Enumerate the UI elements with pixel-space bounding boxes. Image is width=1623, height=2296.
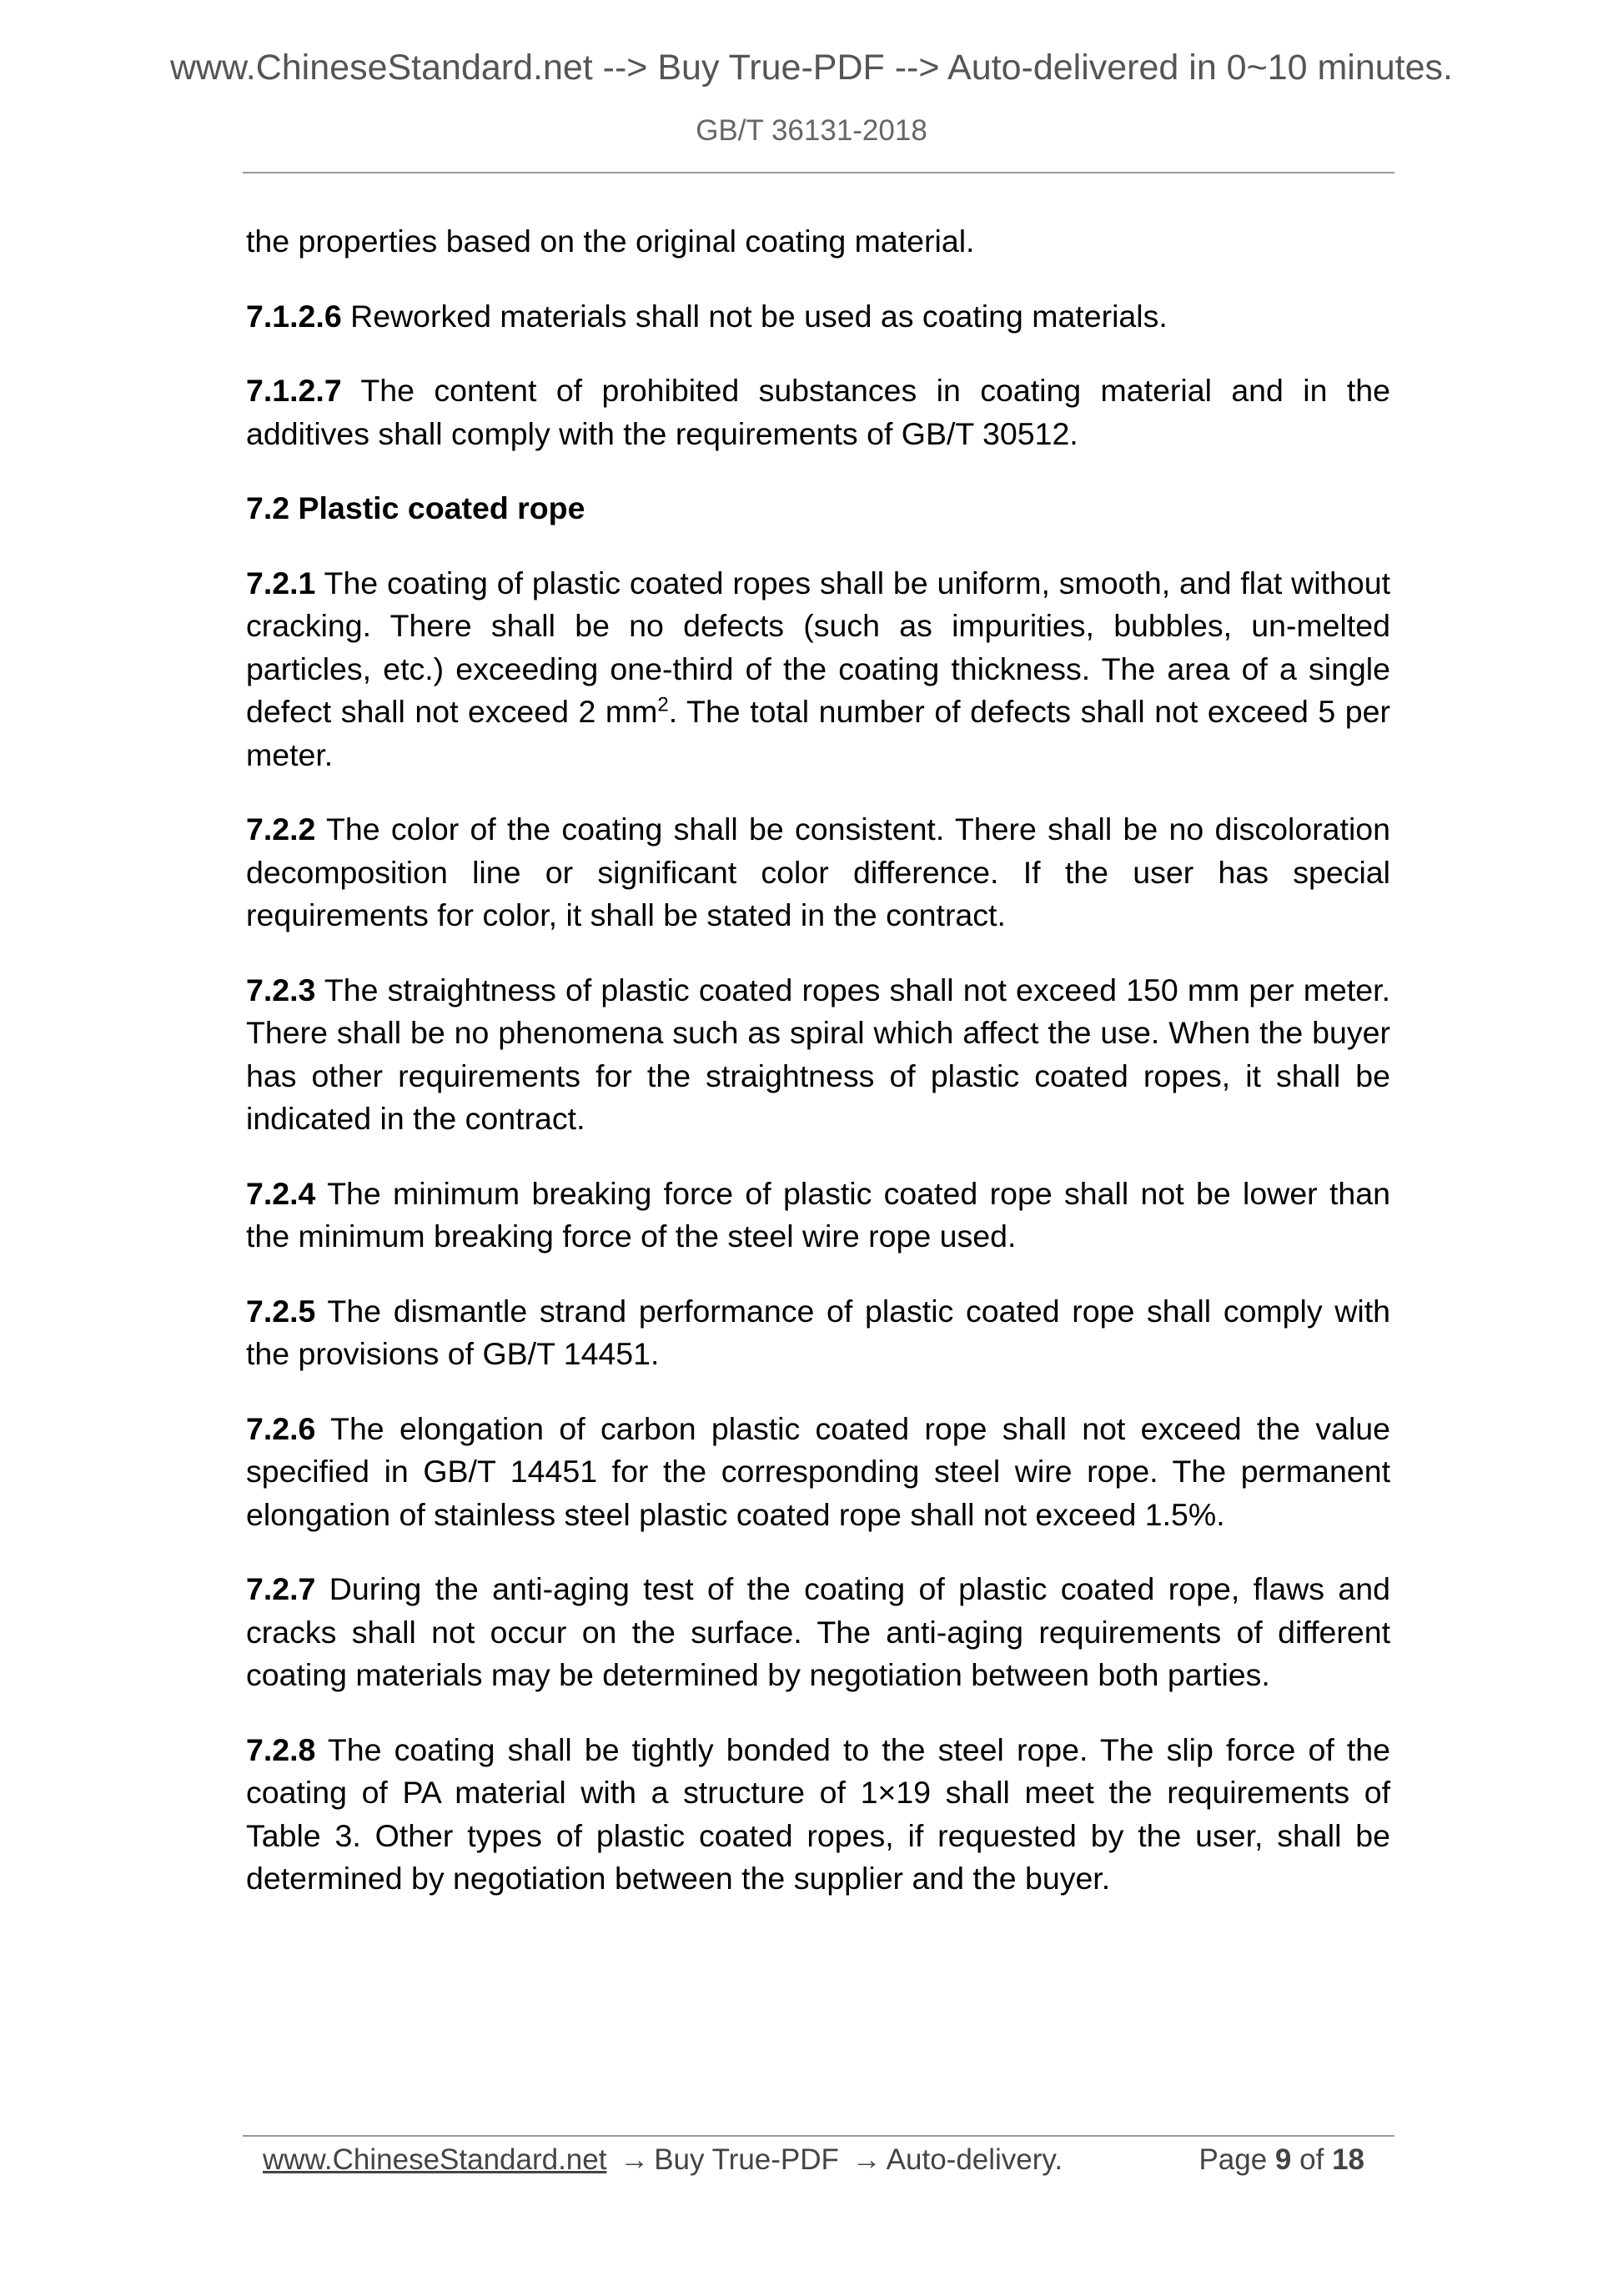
clause-text: The coating of plastic coated ropes shall be uniform, smooth, and flat without cracking. There shall be no defects (such as impurities, bubbles, un-melted particles, etc.) exceeding one-third of the coating thickness. The area of a single defect shall not exceed 2 mm xyxy=(246,565,1390,729)
clause-text: The dismantle strand performance of plastic coated rope shall comply with the provisions of GB/T 14451. xyxy=(246,1293,1390,1371)
clause-7-2-1 xyxy=(246,562,1390,777)
page-number: 9 xyxy=(1274,2143,1292,2176)
clause-text: The coating shall be tightly bonded to the steel rope. The slip force of the coating of PA material with a structure of 1×19 shall meet the requirements of Table 3. Other types of plastic coated ropes, if requested by the user, shall be determined by negotiation between the supplier and the buyer. xyxy=(246,1731,1390,1896)
of-label: of xyxy=(1299,2143,1324,2176)
page-label: Page xyxy=(1198,2143,1268,2176)
clause-7-2-4 xyxy=(246,1173,1390,1259)
footer-links xyxy=(263,2143,1063,2177)
clause-text: The straightness of plastic coated ropes shall not exceed 150 mm per meter. There shall be no phenomena such as spiral which affect the use. When the buyer has other requirements for the straightness of plastic coated ropes, it shall be indicated in the contract. xyxy=(246,972,1390,1136)
clause-7-2-3 xyxy=(246,969,1390,1141)
clause-text: Reworked materials shall not be used as coating materials. xyxy=(341,298,1168,334)
clause-7-1-2-7 xyxy=(246,369,1390,455)
clause-7-2-6 xyxy=(246,1408,1390,1537)
clause-text-tail: . The total number of defects shall not exceed 5 per meter. xyxy=(246,694,1390,772)
clause-number: 7.2.3 xyxy=(246,972,316,1007)
header-banner: www.ChineseStandard.net --> Buy True-PDF --> Auto-delivered in 0~10 minutes. xyxy=(169,48,1453,88)
arrow-right-icon: → xyxy=(852,2143,882,2176)
section-heading-7-2: 7.2 Plastic coated rope xyxy=(246,490,585,525)
clause-number: 7.2.1 xyxy=(246,565,316,600)
standard-number: GB/T 36131-2018 xyxy=(696,114,927,147)
clause-7-2-2 xyxy=(246,808,1390,937)
clause-text: The color of the coating shall be consistent. There shall be no discoloration decomposition line or significant color difference. If the user has special requirements for color, it shall be stated in the contract. xyxy=(246,811,1390,932)
clause-text: The content of prohibited substances in coating material and in the additives shall comply with the requirements of GB/T 30512. xyxy=(246,373,1390,451)
clause-number: 7.1.2.7 xyxy=(246,373,342,408)
footer-site-link[interactable]: www.ChineseStandard.net xyxy=(263,2143,607,2176)
clause-number: 7.2.5 xyxy=(246,1293,316,1329)
clause-text: The minimum breaking force of plastic coated rope shall not be lower than the minimum breaking force of the steel wire rope used. xyxy=(246,1175,1390,1254)
clause-7-2-7 xyxy=(246,1568,1390,1697)
clause-text: During the anti-aging test of the coating of plastic coated rope, flaws and cracks shall not occur on the surface. The anti-aging requirements of different coating materials may be determined by negotiation between both parties. xyxy=(246,1571,1390,1692)
page-footer xyxy=(243,2135,1394,2185)
clause-number: 7.2.2 xyxy=(246,811,316,847)
document-body xyxy=(246,220,1390,1901)
clause-number: 7.2.6 xyxy=(246,1410,316,1446)
clause-number: 7.1.2.6 xyxy=(246,298,342,334)
arrow-right-icon: → xyxy=(620,2143,650,2176)
clause-number: 7.2.4 xyxy=(246,1175,316,1211)
clause-number: 7.2.7 xyxy=(246,1571,316,1606)
superscript: 2 xyxy=(657,693,669,716)
clause-number: 7.2.8 xyxy=(246,1731,316,1767)
page-total: 18 xyxy=(1332,2143,1364,2176)
page-counter xyxy=(1198,2143,1364,2177)
header-divider xyxy=(243,172,1394,173)
footer-auto-text: Auto-delivery. xyxy=(886,2143,1063,2176)
clause-text: The elongation of carbon plastic coated rope shall not exceed the value specified in GB/T 14451 for the corresponding steel wire rope. The permanent elongation of stainless steel plastic coated rope shall not exceed 1.5%. xyxy=(246,1410,1390,1532)
clause-7-2-5 xyxy=(246,1290,1390,1376)
clause-7-2-8 xyxy=(246,1729,1390,1901)
clause-7-1-2-6 xyxy=(246,295,1390,339)
footer-buy-text: Buy True-PDF xyxy=(654,2143,839,2176)
paragraph-continued: the properties based on the original coating material. xyxy=(246,224,975,259)
